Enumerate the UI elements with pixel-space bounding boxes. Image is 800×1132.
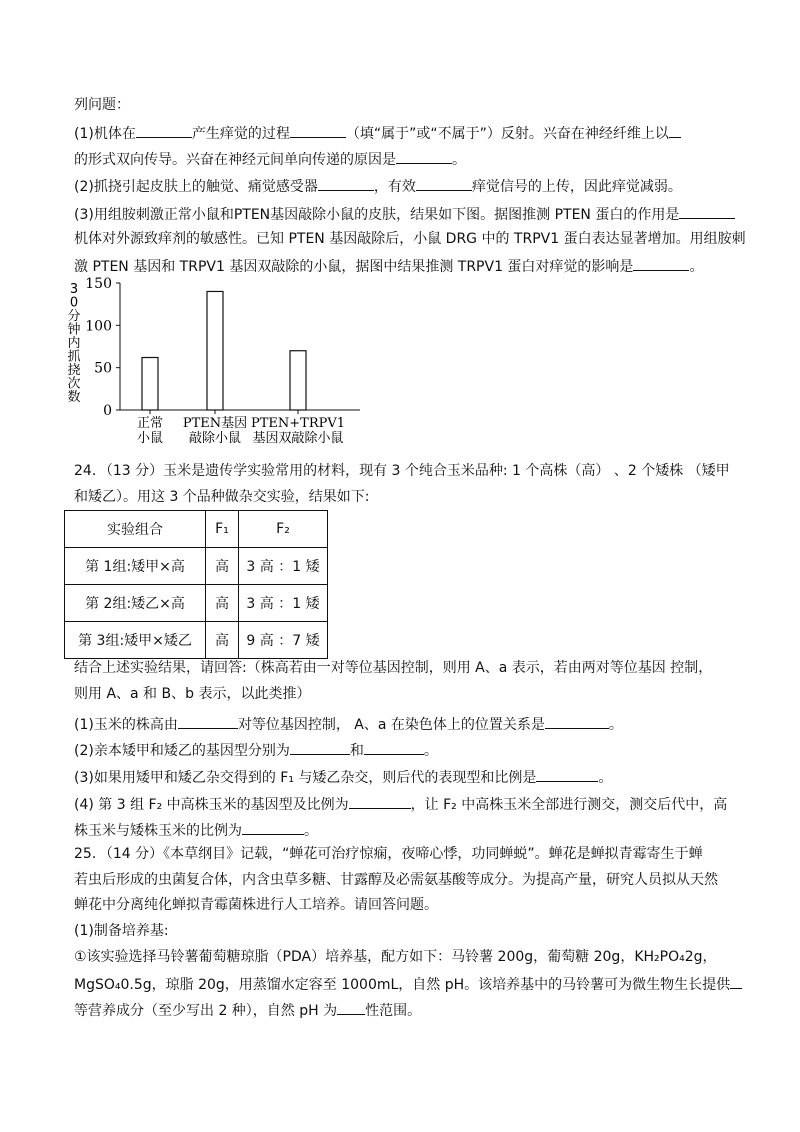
bars (142, 291, 306, 414)
y-axis-label-char: 分 (67, 309, 81, 324)
text: ①该实验选择马铃薯葡萄糖琼脂（PDA）培养基，配方如下：马铃薯 200g，葡萄糖 20g，KH₂PO₄2g， (74, 949, 717, 965)
y-tick-label: 100 (85, 318, 112, 335)
text: ，有效 (373, 179, 416, 195)
text: 若虫后形成的虫菌复合体，内含虫草多糖、甘露醇及必需氨基酸等成分。为提高产量，研究人员拟从天然 (74, 872, 718, 888)
text: 。 (423, 743, 438, 759)
text: 结合上述实验结果，请回答:（株高若由一对等位基因控制，则用 A、a 表示，若由两对等位基因 控制， (74, 660, 713, 676)
q24-part4-line2 (74, 818, 318, 840)
answer-blank[interactable] (290, 121, 346, 138)
text: (2)亲本矮甲和矮乙的基因型分别为 (74, 743, 290, 759)
x-category-label: PTEN+TRPV1 (250, 416, 346, 431)
q25-line2 (74, 869, 718, 891)
text: (1)制备培养基: (74, 923, 169, 939)
text: （填“属于”或“不属于”）反射。兴奋在神经纤维上以 (345, 126, 669, 142)
q23-part3-line1 (74, 202, 735, 224)
answer-blank[interactable] (730, 972, 742, 989)
y-axis-label-char: 钟 (67, 322, 81, 338)
x-category-label: 正常 (136, 416, 164, 431)
table-cell: 高 (206, 585, 239, 622)
table-cell: 高 (206, 548, 239, 585)
table-header-row (65, 511, 328, 548)
text: 机体对外源致痒剂的敏感性。已知 PTEN 基因敲除后，小鼠 DRG 中的 TRPV1 蛋白表达显著增加。用组胺刺 (74, 231, 746, 247)
y-axis-label-char: 数 (67, 390, 81, 405)
q25-line1 (74, 843, 703, 865)
table-header: F₁ (206, 511, 239, 548)
text: 25．（14 分）《本草纲目》记载，“蝉花可治疗惊痫，夜啼心悸，功同蝉蜕”。蝉花是蝉拟青霉寄生于蝉 (74, 846, 703, 862)
y-axis-label-char: 内 (67, 336, 81, 351)
table-row (65, 585, 328, 622)
text: 和 (349, 743, 364, 759)
q23-part1-line2 (74, 147, 466, 169)
text: 和矮乙）。用这 3 个品种做杂交实验，结果如下: (74, 489, 370, 505)
answer-blank[interactable] (290, 738, 350, 755)
y-axis-label-char: 挠 (67, 363, 81, 378)
text: (1)机体在 (74, 126, 136, 142)
x-category-label: PTEN基因 (182, 416, 248, 431)
q24-part4-line1 (74, 792, 727, 814)
bar (290, 351, 306, 410)
text: 。 (598, 770, 613, 786)
x-category-label: 基因双敲除小鼠 (252, 431, 344, 446)
table-cell: 第 2组:矮乙×高 (65, 585, 206, 622)
text: (2)抓挠引起皮肤上的触觉、痛觉感受器 (74, 179, 318, 195)
q25-line6 (74, 972, 742, 994)
text: 。 (608, 717, 623, 733)
answer-blank[interactable] (536, 765, 598, 782)
text: 列问题： (74, 97, 130, 113)
text: 24．（13 分）玉米是遗传学实验常用的材料，现有 3 个纯合玉米品种: 1 个高株（高） 、2 个矮株 （矮甲 (74, 463, 730, 479)
table-cell: 3 高 ：1 矮 (239, 548, 328, 585)
table-cell: 3 高 ：1 矮 (239, 585, 328, 622)
q24-part1 (74, 712, 623, 734)
text: 蝉花中分离纯化蝉拟青霉菌株进行人工培养。请回答问题。 (74, 897, 438, 913)
answer-blank[interactable] (679, 202, 735, 219)
q24-intro-line2 (74, 486, 370, 508)
table-row (65, 622, 328, 659)
answer-blank[interactable] (416, 174, 472, 191)
table-cell: 9 高 ：7 矮 (239, 622, 328, 659)
text: 对等位基因控制， A、a 在染色体上的位置关系是 (237, 717, 545, 733)
y-axis-label-char: 抓 (67, 349, 81, 365)
table-row (65, 548, 328, 585)
text: (3)用组胺刺激正常小鼠和PTEN基因敲除小鼠的皮肤，结果如下图。据图推测 PTEN 蛋白的作用是 (74, 207, 680, 223)
q25-line7 (74, 998, 421, 1020)
x-category-label: 敲除小鼠 (188, 431, 242, 446)
answer-blank[interactable] (242, 818, 304, 835)
bar (207, 291, 223, 410)
text: (1)玉米的株高由 (74, 717, 178, 733)
q23-part3-line2 (74, 228, 746, 250)
q23-part2 (74, 174, 682, 196)
text: (4) 第 3 组 F₂ 中高株玉米的基因型及比例为 (74, 797, 349, 813)
text: 。 (689, 259, 704, 275)
q24-instruction-line2 (74, 683, 310, 705)
answer-blank[interactable] (136, 121, 192, 138)
y-ticks (85, 276, 120, 419)
answer-blank[interactable] (318, 174, 374, 191)
answer-blank[interactable] (545, 712, 609, 729)
q25-line5 (74, 946, 717, 968)
q23-intro (74, 94, 130, 116)
y-tick-label: 150 (85, 276, 112, 292)
q25-line3 (74, 894, 438, 916)
y-axis-label (67, 282, 80, 405)
text: 产生痒觉的过程 (191, 126, 290, 142)
answer-blank[interactable] (364, 738, 424, 755)
table-header: 实验组合 (65, 511, 206, 548)
text: (3)如果用矮甲和矮乙杂交得到的 F₁ 与矮乙杂交，则后代的表现型和比例是 (74, 770, 537, 786)
text: 的形式双向传导。兴奋在神经元间单向传递的原因是 (74, 152, 396, 168)
x-labels (137, 415, 345, 446)
q24-part2 (74, 738, 438, 760)
y-axis-label-char: 3 (69, 282, 79, 297)
table-header: F₂ (239, 511, 328, 548)
q25-line4 (74, 920, 169, 942)
y-tick-label: 0 (103, 403, 112, 419)
answer-blank[interactable] (633, 254, 689, 271)
x-category-label: 小鼠 (136, 431, 164, 446)
text: ，让 F₂ 中高株玉米全部进行测交，测交后代中，高 (410, 797, 728, 813)
text: 则用 A、a 和 B、b 表示，以此类推） (74, 686, 311, 702)
answer-blank[interactable] (349, 792, 411, 809)
table-cell: 高 (206, 622, 239, 659)
experiment-table (64, 510, 328, 659)
text: 性范围。 (365, 1003, 422, 1019)
q24-part3 (74, 765, 612, 787)
text: 激 PTEN 基因和 TRPV1 基因双敲除的小鼠，据图中结果推测 TRPV1 蛋白对痒觉的影响是 (74, 259, 634, 275)
text: 等营养成分（至少写出 2 种），自然 pH 为 (74, 1003, 338, 1019)
table-cell: 第 3组:矮甲×矮乙 (65, 622, 206, 659)
text: 痒觉信号的上传，因此痒觉减弱。 (471, 179, 682, 195)
scratch-count-bar-chart (60, 275, 370, 450)
answer-blank[interactable] (669, 121, 681, 138)
q24-instruction-line1 (74, 657, 712, 679)
answer-blank[interactable] (337, 998, 365, 1015)
y-tick-label: 50 (94, 360, 112, 377)
y-axis-label-char: 次 (67, 376, 81, 392)
text: 。 (304, 823, 318, 839)
bar (142, 358, 158, 410)
q24-intro-line1 (74, 460, 730, 482)
text: 。 (452, 152, 466, 168)
answer-blank[interactable] (396, 147, 452, 164)
q23-part3-line3 (74, 254, 703, 276)
text: 株玉米与矮株玉米的比例为 (74, 823, 242, 839)
text: MgSO₄0.5g，琼脂 20g，用蒸馏水定容至 1000mL，自然 pH。该培养基中的马铃薯可为微生物生长提供 (74, 977, 731, 993)
q23-part1-line1 (74, 121, 681, 143)
answer-blank[interactable] (178, 712, 238, 729)
y-axis-label-char: 0 (69, 295, 79, 311)
table-cell: 第 1组:矮甲×高 (65, 548, 206, 585)
